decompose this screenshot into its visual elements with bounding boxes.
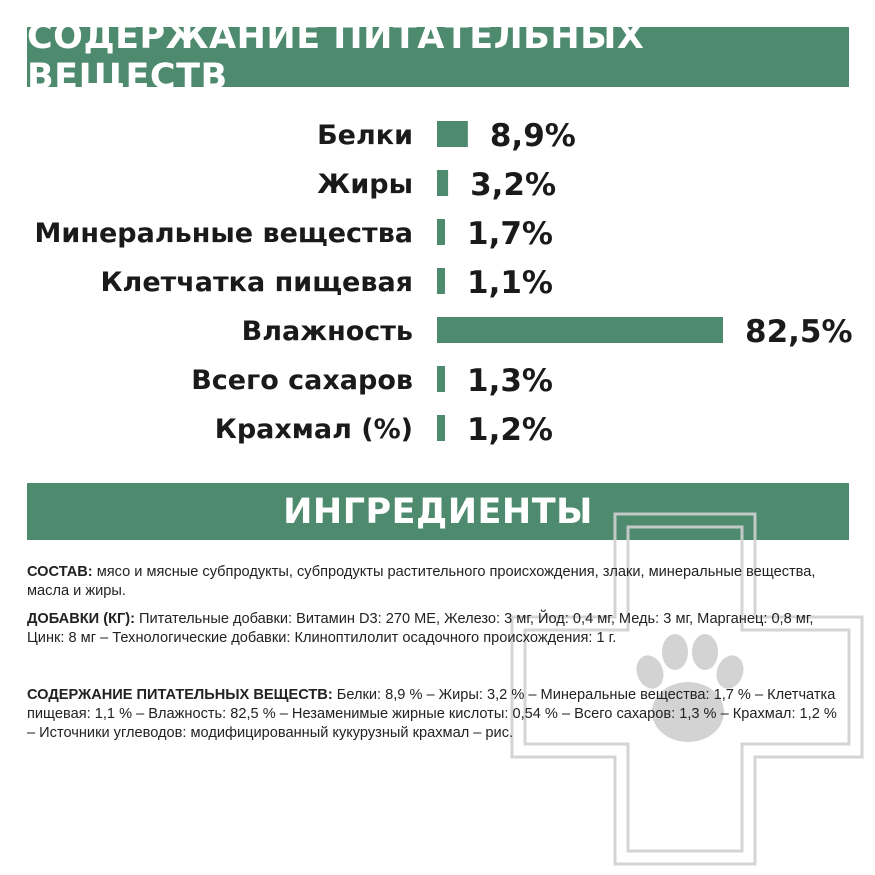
value-label: 8,9% xyxy=(489,118,576,154)
value-label: 82,5% xyxy=(745,314,853,350)
bar xyxy=(437,268,445,294)
value-label: 1,1% xyxy=(467,265,553,301)
bar xyxy=(437,366,445,392)
category-label: Всего сахаров xyxy=(191,365,413,396)
composition-text: мясо и мясные субпродукты, субпродукты растительного происхождения, злаки, минеральные вещества, масла и жиры. xyxy=(27,564,816,599)
value-label: 1,3% xyxy=(467,363,553,399)
composition-label: СОСТАВ: xyxy=(27,564,93,580)
nutrients-label: СОДЕРЖАНИЕ ПИТАТЕЛЬНЫХ ВЕЩЕСТВ: xyxy=(27,687,333,703)
value-label: 3,2% xyxy=(470,167,557,203)
category-label: Клетчатка пищевая xyxy=(100,267,413,298)
nutrients-text: Белки: 8,9 % – Жиры: 3,2 % – Минеральные вещества: 1,7 % – Клетчатка пищевая: 1,1 % – Влажность: 82,5 % – Незаменимые жирные кислоты: 0,54 % – Всего сахаров: 1,3 % – Крахмал: 1,2 % – Источники углеводов: модифицированный кукурузный крахмал – рис. xyxy=(27,687,837,741)
category-label: Минеральные вещества xyxy=(34,218,413,249)
bar xyxy=(437,415,445,441)
additives-text: Питательные добавки: Витамин D3: 270 МЕ, Железо: 3 мг, Йод: 0,4 мг, Медь: 3 мг, Марганец: 0,8 мг, Цинк: 8 мг – Технологические добавки: Клиноптилолит осадочного происхождения: 1 г. xyxy=(27,611,814,646)
bar xyxy=(437,219,445,245)
category-label: Влажность xyxy=(241,316,413,347)
ingredients-title: ИНГРЕДИЕНТЫ xyxy=(27,483,849,540)
ingredients-additives xyxy=(27,610,837,648)
value-label: 1,7% xyxy=(467,216,553,252)
bar xyxy=(437,121,468,147)
category-label: Жиры xyxy=(317,169,413,200)
category-label: Крахмал (%) xyxy=(214,414,413,445)
bar xyxy=(437,317,723,343)
bar xyxy=(437,170,448,196)
nutrients-title: СОДЕРЖАНИЕ ПИТАТЕЛЬНЫХ ВЕЩЕСТВ xyxy=(27,27,849,87)
ingredients-nutrients xyxy=(27,686,837,743)
category-label: Белки xyxy=(317,120,413,151)
value-label: 1,2% xyxy=(467,412,553,448)
ingredients-composition xyxy=(27,563,837,601)
additives-label: ДОБАВКИ (КГ): xyxy=(27,611,135,627)
